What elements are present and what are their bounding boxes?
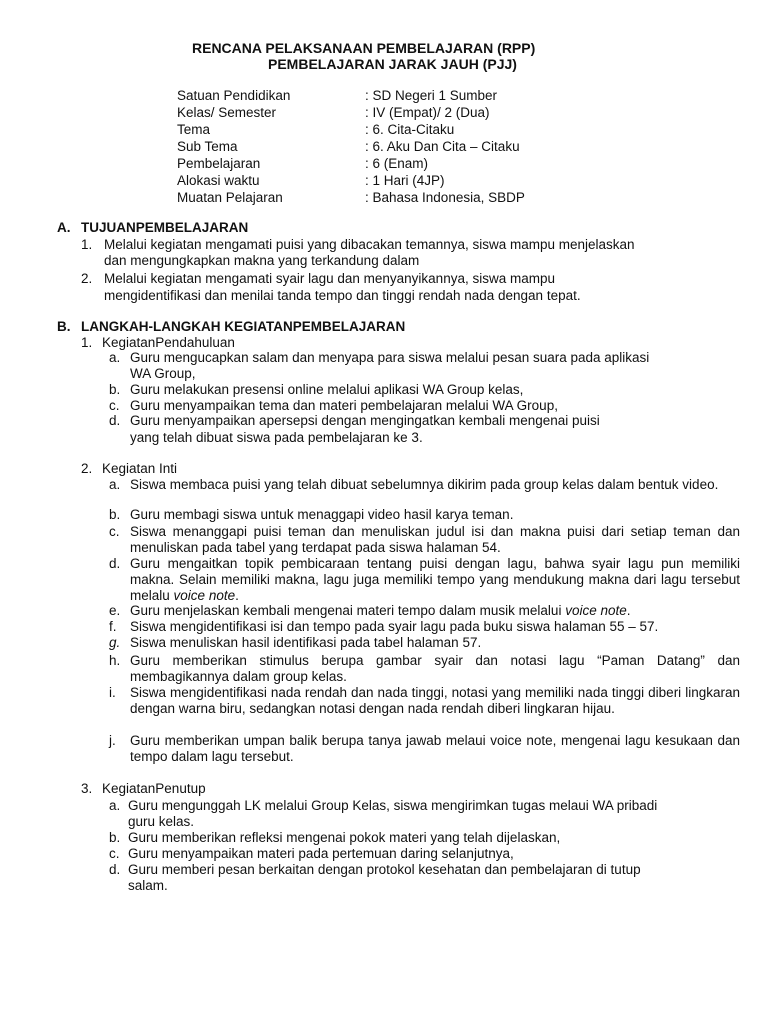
list-marker: b. <box>109 382 121 397</box>
identity-label: Sub Tema <box>177 139 238 154</box>
identity-label: Alokasi waktu <box>177 173 260 188</box>
document-subtitle: PEMBELAJARAN JARAK JAUH (PJJ) <box>268 56 517 72</box>
objective-number: 2. <box>81 271 93 286</box>
list-marker: a. <box>109 477 121 492</box>
list-marker: b. <box>109 830 121 845</box>
list-item-text: guru kelas. <box>128 814 195 829</box>
identity-row <box>177 105 525 122</box>
list-item-text: Siswa menuliskan hasil identifikasi pada tabel halaman 57. <box>130 635 482 650</box>
list-item-text-main: Guru menjelaskan kembali mengenai materi tempo dalam musik melalui <box>130 603 562 618</box>
identity-value: : SD Negeri 1 Sumber <box>365 88 498 103</box>
list-item-text: Guru menyampaikan tema dan materi pembelajaran melalui WA Group, <box>130 398 558 413</box>
identity-row <box>177 88 525 105</box>
list-item-text <box>130 603 631 619</box>
identity-row <box>177 190 525 207</box>
list-marker: e. <box>109 603 121 618</box>
identity-value: : 6. Aku Dan Cita – Citaku <box>365 139 520 154</box>
identity-value: : 6 (Enam) <box>365 156 429 171</box>
step-title: KegiatanPenutup <box>102 781 206 796</box>
list-item-text: Guru memberi pesan berkaitan dengan protokol kesehatan dan pembelajaran di tutup <box>128 862 641 877</box>
list-marker: c. <box>109 524 120 539</box>
section-b-letter: B. <box>57 319 71 334</box>
list-item-text-tail: . <box>235 588 239 603</box>
list-item-text: Guru melakukan presensi online melalui aplikasi WA Group kelas, <box>130 382 524 397</box>
list-item-text: Guru mengucapkan salam dan menyapa para siswa melalui pesan suara pada aplikasi <box>130 350 650 365</box>
list-item-text: salam. <box>128 878 168 893</box>
identity-row <box>177 139 525 156</box>
list-item-text <box>130 556 740 604</box>
identity-value: : Bahasa Indonesia, SBDP <box>365 190 525 205</box>
list-item-text: Guru memberikan refleksi mengenai pokok materi yang telah dijelaskan, <box>128 830 561 845</box>
identity-block <box>177 88 525 207</box>
list-marker: h. <box>109 653 121 668</box>
list-marker: b. <box>109 507 121 522</box>
objective-text: Melalui kegiatan mengamati syair lagu dan menyanyikannya, siswa mampu <box>104 271 555 286</box>
step-number: 3. <box>81 781 93 796</box>
identity-row <box>177 173 525 190</box>
identity-label: Satuan Pendidikan <box>177 88 291 103</box>
section-a-letter: A. <box>57 220 71 235</box>
list-item-text: WA Group, <box>130 366 196 381</box>
section-b-heading: LANGKAH-LANGKAH KEGIATANPEMBELAJARAN <box>81 319 406 334</box>
list-marker: a. <box>109 798 121 813</box>
step-title: KegiatanPendahuluan <box>102 335 235 350</box>
objective-text: dan mengungkapkan makna yang terkandung dalam <box>104 253 420 268</box>
list-marker: c. <box>109 398 120 413</box>
list-item-text: Siswa membaca puisi yang telah dibuat sebelumnya dikirim pada group kelas dalam bentuk video. <box>130 477 719 492</box>
list-item-text: Guru menyampaikan apersepsi dengan mengingatkan kembali mengenai puisi <box>130 413 600 428</box>
list-marker: d. <box>109 862 121 877</box>
identity-label: Kelas/ Semester <box>177 105 277 120</box>
list-item-text-main: Guru mengaitkan topik pembicaraan tentang puisi dengan lagu, bahwa syair lagu pun memiliki makna. Selain memiliki makna, lagu juga memiliki tempo yang mendukung makna dari lagu tersebut melalu <box>130 556 740 603</box>
list-item-text: Siswa mengidentifikasi nada rendah dan nada tinggi, notasi yang memiliki nada tinggi diberi lingkaran dengan warna biru, sedangkan notasi dengan nada rendah diberi lingkaran hijau. <box>130 685 740 716</box>
identity-value: : IV (Empat)/ 2 (Dua) <box>365 105 490 120</box>
objective-number: 1. <box>81 237 93 252</box>
list-marker: c. <box>109 846 120 861</box>
identity-label: Tema <box>177 122 211 137</box>
list-marker: j. <box>109 733 116 748</box>
section-a-heading: TUJUANPEMBELAJARAN <box>81 220 249 235</box>
list-item-text: Guru membagi siswa untuk menaggapi video hasil karya teman. <box>130 507 514 522</box>
identity-row <box>177 122 525 139</box>
objective-text: Melalui kegiatan mengamati puisi yang dibacakan temannya, siswa mampu menjelaskan <box>104 237 635 252</box>
voice-note-italic: voice note <box>173 588 236 603</box>
list-item-text: Guru mengunggah LK melalui Group Kelas, siswa mengirimkan tugas melaui WA pribadi <box>128 798 658 813</box>
list-item-text: yang telah dibuat siswa pada pembelajaran ke 3. <box>130 430 423 445</box>
identity-value: : 1 Hari (4JP) <box>365 173 445 188</box>
list-marker: d. <box>109 556 121 571</box>
list-marker: g. <box>109 635 121 650</box>
document-title: RENCANA PELAKSANAAN PEMBELAJARAN (RPP) <box>192 40 536 56</box>
identity-value: : 6. Cita-Citaku <box>365 122 455 137</box>
list-item-text: Guru memberikan umpan balik berupa tanya jawab melaui voice note, mengenai lagu kesukaan dan tempo dalam lagu tersebut. <box>130 733 740 764</box>
list-marker: a. <box>109 350 121 365</box>
voice-note-italic: voice note <box>565 603 627 618</box>
list-item-text: Siswa menanggapi puisi teman dan menuliskan judul isi dan makna puisi dari setiap teman dan menuliskan pada tabel yang terdapat pada siswa halaman 54. <box>130 524 740 555</box>
step-title: Kegiatan Inti <box>102 461 178 476</box>
step-number: 2. <box>81 461 93 476</box>
list-marker: f. <box>109 619 117 634</box>
identity-label: Pembelajaran <box>177 156 261 171</box>
identity-row <box>177 156 525 173</box>
identity-label: Muatan Pelajaran <box>177 190 283 205</box>
list-item-text: Guru menyampaikan materi pada pertemuan daring selanjutnya, <box>128 846 514 861</box>
list-item-text: Siswa mengidentifikasi isi dan tempo pada syair lagu pada buku siswa halaman 55 – 57. <box>130 619 659 634</box>
objective-text: mengidentifikasi dan menilai tanda tempo dan tinggi rendah nada dengan tepat. <box>104 288 581 303</box>
list-item-text: Guru memberikan stimulus berupa gambar syair dan notasi lagu “Paman Datang” dan membagikannya dalam group kelas. <box>130 653 740 684</box>
step-number: 1. <box>81 335 93 350</box>
list-item-text-tail: . <box>626 603 631 618</box>
list-marker: d. <box>109 413 121 428</box>
list-marker: i. <box>109 685 116 700</box>
